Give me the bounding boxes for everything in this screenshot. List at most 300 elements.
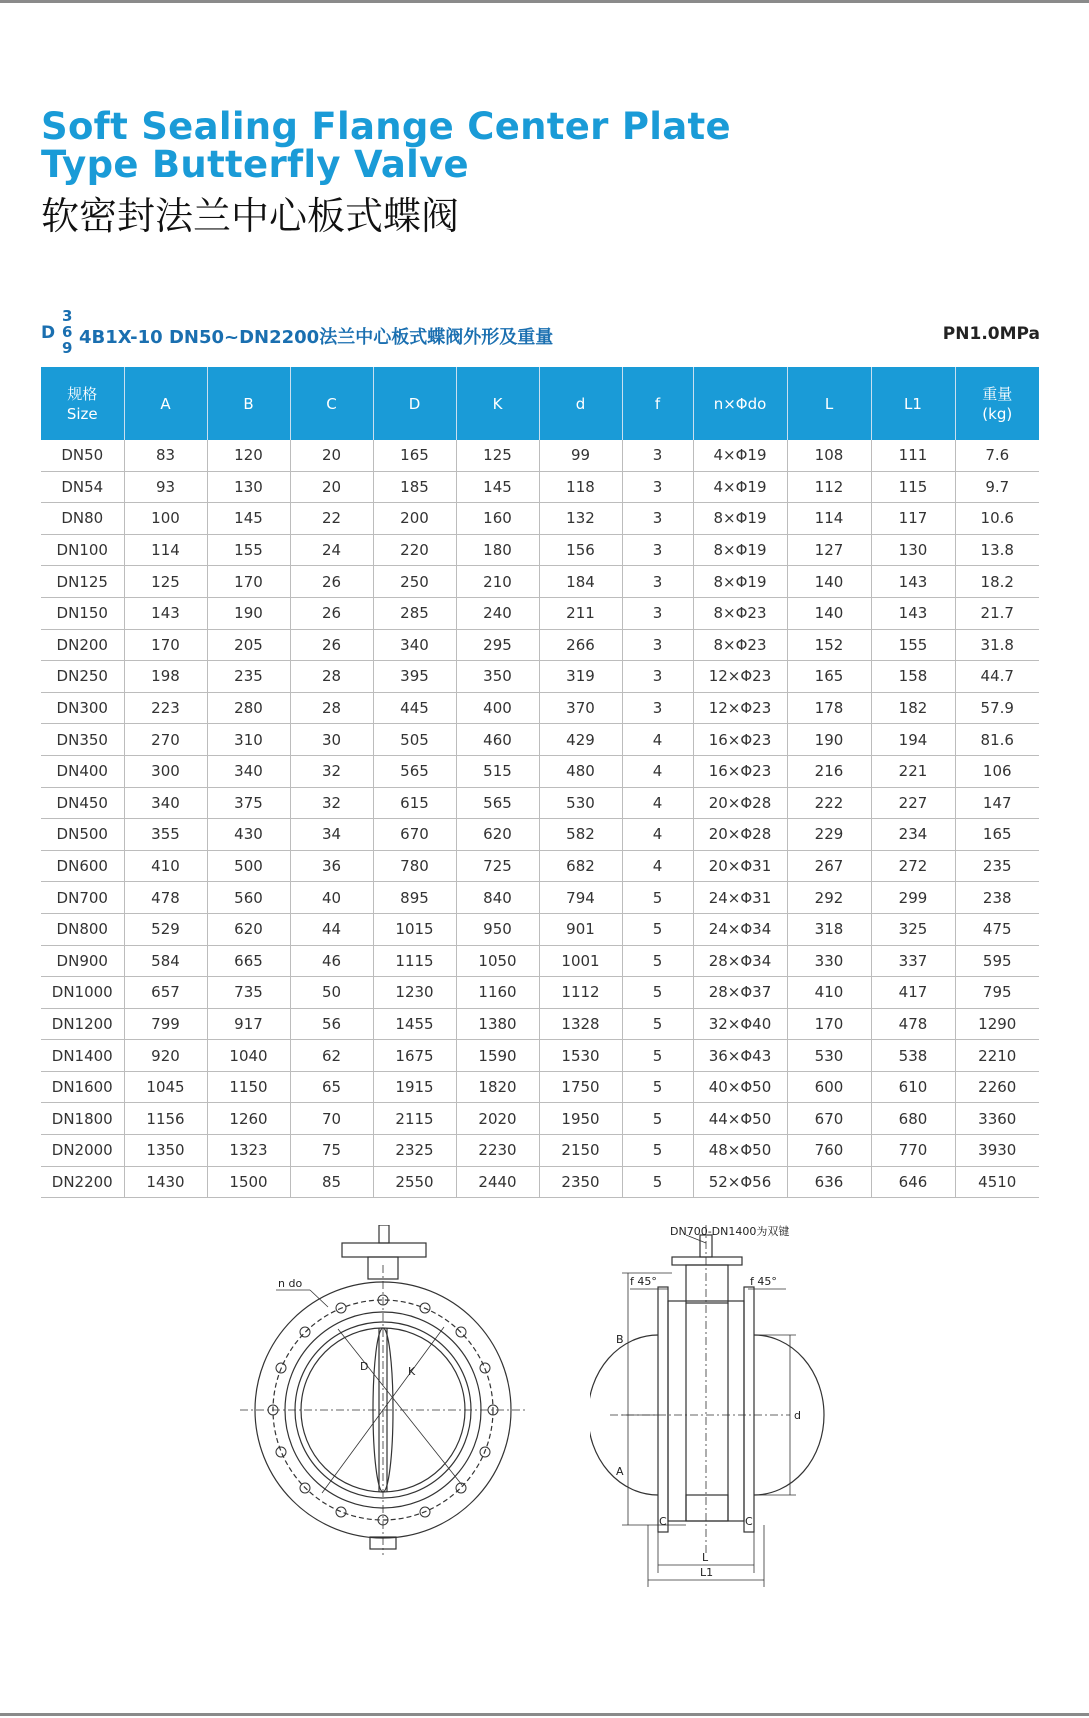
table-cell: 20 (290, 440, 373, 471)
label-f-right: f 45° (750, 1275, 777, 1288)
table-cell: 480 (539, 755, 622, 787)
table-cell: 65 (290, 1071, 373, 1103)
table-cell: DN1200 (41, 1008, 124, 1040)
table-cell: 330 (787, 945, 871, 977)
column-header (622, 367, 693, 440)
table-cell: 165 (787, 661, 871, 693)
table-cell: 40×Φ50 (693, 1071, 787, 1103)
left-flange (658, 1287, 668, 1532)
table-cell: 8×Φ19 (693, 534, 787, 566)
note-double-key: DN700-DN1400为双键 (670, 1225, 790, 1238)
table-cell: 560 (207, 882, 290, 914)
table-cell: 36 (290, 850, 373, 882)
table-cell: 310 (207, 724, 290, 756)
model-prefix: D (41, 323, 56, 343)
table-cell: 395 (373, 661, 456, 693)
table-cell: 478 (124, 882, 207, 914)
table-cell: 355 (124, 819, 207, 851)
table-cell: 114 (124, 534, 207, 566)
table-cell: 272 (871, 850, 955, 882)
label-L: L (702, 1551, 709, 1564)
table-cell: 240 (456, 597, 539, 629)
table-cell: 582 (539, 819, 622, 851)
table-cell: 1750 (539, 1071, 622, 1103)
column-header-label: B (243, 394, 254, 413)
column-header (124, 367, 207, 440)
column-header (871, 367, 955, 440)
column-header-label: L (824, 394, 834, 413)
table-cell: 147 (955, 787, 1039, 819)
table-cell: 1590 (456, 1040, 539, 1072)
table-cell: 4×Φ19 (693, 440, 787, 471)
table-cell: 190 (207, 597, 290, 629)
label-L1: L1 (700, 1566, 714, 1579)
table-cell: 1380 (456, 1008, 539, 1040)
table-cell: 46 (290, 945, 373, 977)
table-cell: 3 (622, 503, 693, 535)
table-cell: 178 (787, 692, 871, 724)
table-cell: 106 (955, 755, 1039, 787)
table-cell: 3360 (955, 1103, 1039, 1135)
table-cell: 20×Φ28 (693, 787, 787, 819)
model-variant: 6 (62, 323, 73, 341)
table-cell: 400 (456, 692, 539, 724)
label-ndo: n do (278, 1277, 303, 1290)
column-header-label: C (326, 394, 337, 413)
table-cell: 460 (456, 724, 539, 756)
label-B: B (616, 1333, 624, 1346)
table-row (41, 913, 1039, 945)
table-cell: 1328 (539, 1008, 622, 1040)
table-row (41, 629, 1039, 661)
table-cell: 229 (787, 819, 871, 851)
table-cell: 221 (871, 755, 955, 787)
table-cell: 5 (622, 1071, 693, 1103)
table-cell: 182 (871, 692, 955, 724)
table-body (41, 440, 1039, 1198)
table-cell: DN1400 (41, 1040, 124, 1072)
table-cell: 1675 (373, 1040, 456, 1072)
table-cell: 24 (290, 534, 373, 566)
table-row (41, 724, 1039, 756)
table-cell: 795 (955, 977, 1039, 1009)
table-cell: 1150 (207, 1071, 290, 1103)
table-cell: 7.6 (955, 440, 1039, 471)
table-cell: 565 (373, 755, 456, 787)
column-header (41, 367, 124, 440)
table-cell: 24×Φ31 (693, 882, 787, 914)
table-cell: 34 (290, 819, 373, 851)
table-cell: 1112 (539, 977, 622, 1009)
table-cell: 170 (787, 1008, 871, 1040)
table-cell: 210 (456, 566, 539, 598)
table-cell: 2550 (373, 1166, 456, 1198)
model-description: 4B1X-10 DN50~DN2200法兰中心板式蝶阀外形及重量 (79, 327, 554, 348)
table-cell: 620 (456, 819, 539, 851)
table-cell: 1290 (955, 1008, 1039, 1040)
table-row (41, 471, 1039, 503)
table-cell: 2350 (539, 1166, 622, 1198)
table-cell: 280 (207, 692, 290, 724)
table-cell: 1045 (124, 1071, 207, 1103)
table-cell: 300 (124, 755, 207, 787)
table-cell: 725 (456, 850, 539, 882)
table-row (41, 787, 1039, 819)
table-cell: 200 (373, 503, 456, 535)
table-cell: 1260 (207, 1103, 290, 1135)
table-cell: 52×Φ56 (693, 1166, 787, 1198)
table-cell: 9.7 (955, 471, 1039, 503)
table-cell: 238 (955, 882, 1039, 914)
model-variant: 3 (62, 307, 73, 325)
table-cell: 1530 (539, 1040, 622, 1072)
table-cell: 780 (373, 850, 456, 882)
table-cell: DN2200 (41, 1166, 124, 1198)
table-cell: 190 (787, 724, 871, 756)
table-cell: 18.2 (955, 566, 1039, 598)
table-cell: DN2000 (41, 1135, 124, 1167)
table-cell: 4 (622, 819, 693, 851)
column-header-label: f (654, 394, 661, 413)
title-english (41, 105, 841, 186)
table-cell: 170 (207, 566, 290, 598)
table-cell: 120 (207, 440, 290, 471)
table-header-row (41, 367, 1039, 440)
table-cell: 12×Φ23 (693, 692, 787, 724)
table-cell: 478 (871, 1008, 955, 1040)
table-cell: 234 (871, 819, 955, 851)
table-cell: 222 (787, 787, 871, 819)
table-cell: 682 (539, 850, 622, 882)
table-cell: 1230 (373, 977, 456, 1009)
table-cell: 760 (787, 1135, 871, 1167)
table-cell: DN200 (41, 629, 124, 661)
label-C-right: C (745, 1515, 753, 1528)
table-cell: 115 (871, 471, 955, 503)
pressure-rating: PN1.0MPa (942, 324, 1040, 344)
table-cell: 4 (622, 787, 693, 819)
table-row (41, 661, 1039, 693)
column-header-label: 重量 (982, 384, 1013, 403)
table-cell: 93 (124, 471, 207, 503)
table-cell: 2260 (955, 1071, 1039, 1103)
table-cell: 530 (539, 787, 622, 819)
table-cell: 2150 (539, 1135, 622, 1167)
table-cell: 198 (124, 661, 207, 693)
table-row (41, 566, 1039, 598)
table-cell: 156 (539, 534, 622, 566)
table-cell: 3 (622, 629, 693, 661)
top-plate (672, 1257, 742, 1265)
table-cell: 794 (539, 882, 622, 914)
column-header-sublabel: (kg) (982, 404, 1013, 423)
table-row (41, 945, 1039, 977)
table-cell: DN600 (41, 850, 124, 882)
table-cell: 636 (787, 1166, 871, 1198)
table-cell: 680 (871, 1103, 955, 1135)
table-cell: 266 (539, 629, 622, 661)
table-cell: 28×Φ34 (693, 945, 787, 977)
table-cell: 145 (207, 503, 290, 535)
table-cell: 5 (622, 882, 693, 914)
table-cell: 340 (124, 787, 207, 819)
column-header-sublabel: Size (66, 404, 98, 423)
table-cell: 32 (290, 787, 373, 819)
table-row (41, 534, 1039, 566)
table-cell: 130 (207, 471, 290, 503)
table-cell: 515 (456, 755, 539, 787)
table-cell: 194 (871, 724, 955, 756)
column-header-label: 规格 (67, 384, 98, 403)
table-cell: DN150 (41, 597, 124, 629)
table-cell: 2210 (955, 1040, 1039, 1072)
table-row (41, 977, 1039, 1009)
column-header-label: D (408, 394, 421, 413)
table-cell: 5 (622, 945, 693, 977)
label-D: D (360, 1360, 369, 1373)
table-cell: 3 (622, 692, 693, 724)
title-english-line1: Soft Sealing Flange Center Plate (41, 105, 731, 148)
table-cell: 32 (290, 755, 373, 787)
table-cell: 13.8 (955, 534, 1039, 566)
front-view-drawing (230, 1225, 550, 1615)
table-cell: 100 (124, 503, 207, 535)
table-cell: 770 (871, 1135, 955, 1167)
table-cell: 1323 (207, 1135, 290, 1167)
table-cell: 1820 (456, 1071, 539, 1103)
bottom-rule (0, 1713, 1089, 1716)
table-cell: 21.7 (955, 597, 1039, 629)
table-cell: 143 (871, 597, 955, 629)
table-cell: 44 (290, 913, 373, 945)
table-cell: 26 (290, 629, 373, 661)
table-cell: 180 (456, 534, 539, 566)
table-cell: 5 (622, 913, 693, 945)
bottom-boss (686, 1495, 728, 1521)
table-cell: 205 (207, 629, 290, 661)
table-cell: 3 (622, 534, 693, 566)
table-cell: 1950 (539, 1103, 622, 1135)
table-cell: DN1600 (41, 1071, 124, 1103)
table-cell: 32×Φ40 (693, 1008, 787, 1040)
table-cell: 16×Φ23 (693, 755, 787, 787)
table-cell: 216 (787, 755, 871, 787)
table-cell: 235 (207, 661, 290, 693)
label-f-left: f 45° (630, 1275, 657, 1288)
table-cell: 430 (207, 819, 290, 851)
table-cell: 429 (539, 724, 622, 756)
table-cell: DN800 (41, 913, 124, 945)
table-cell: 62 (290, 1040, 373, 1072)
column-header (373, 367, 456, 440)
table-cell: 22 (290, 503, 373, 535)
column-header (207, 367, 290, 440)
table-cell: 417 (871, 977, 955, 1009)
table-cell: 665 (207, 945, 290, 977)
table-cell: 5 (622, 977, 693, 1009)
column-header (955, 367, 1039, 440)
table-cell: 112 (787, 471, 871, 503)
table-cell: 127 (787, 534, 871, 566)
table-cell: 5 (622, 1135, 693, 1167)
table-cell: DN700 (41, 882, 124, 914)
table-cell: 445 (373, 692, 456, 724)
table-cell: 160 (456, 503, 539, 535)
column-header-label: L1 (904, 394, 922, 413)
stem-top (379, 1225, 389, 1243)
table-row (41, 1166, 1039, 1198)
table-cell: 48×Φ50 (693, 1135, 787, 1167)
table-cell: 670 (373, 819, 456, 851)
table-cell: DN80 (41, 503, 124, 535)
table-cell: 111 (871, 440, 955, 471)
table-cell: 24×Φ34 (693, 913, 787, 945)
table-cell: 319 (539, 661, 622, 693)
table-cell: 950 (456, 913, 539, 945)
table-row (41, 882, 1039, 914)
table-cell: 223 (124, 692, 207, 724)
table-cell: 735 (207, 977, 290, 1009)
table-cell: 50 (290, 977, 373, 1009)
table-cell: 125 (124, 566, 207, 598)
table-cell: 140 (787, 566, 871, 598)
label-d: d (794, 1409, 801, 1422)
table-cell: 130 (871, 534, 955, 566)
table-cell: DN54 (41, 471, 124, 503)
dimension-K (338, 1329, 462, 1485)
table-cell: 20 (290, 471, 373, 503)
table-cell: 10.6 (955, 503, 1039, 535)
table-cell: 646 (871, 1166, 955, 1198)
table-cell: 292 (787, 882, 871, 914)
label-K: K (408, 1365, 416, 1378)
table-cell: 1430 (124, 1166, 207, 1198)
table-cell: 299 (871, 882, 955, 914)
table-cell: 270 (124, 724, 207, 756)
table-cell: 1015 (373, 913, 456, 945)
table-cell: 670 (787, 1103, 871, 1135)
table-cell: 152 (787, 629, 871, 661)
table-cell: 1160 (456, 977, 539, 1009)
table-cell: 125 (456, 440, 539, 471)
table-cell: 350 (456, 661, 539, 693)
neck (686, 1265, 728, 1303)
table-cell: 108 (787, 440, 871, 471)
table-cell: 1350 (124, 1135, 207, 1167)
table-cell: 5 (622, 1008, 693, 1040)
table-cell: 538 (871, 1040, 955, 1072)
top-flange-plate (342, 1243, 426, 1257)
table-cell: 340 (207, 755, 290, 787)
table-cell: 901 (539, 913, 622, 945)
table-cell: 895 (373, 882, 456, 914)
table-cell: 8×Φ23 (693, 597, 787, 629)
table-cell: 8×Φ19 (693, 566, 787, 598)
table-cell: 117 (871, 503, 955, 535)
table-row (41, 1103, 1039, 1135)
table-cell: DN250 (41, 661, 124, 693)
table-cell: 3 (622, 661, 693, 693)
table-cell: 505 (373, 724, 456, 756)
table-cell: 185 (373, 471, 456, 503)
table-cell: 595 (955, 945, 1039, 977)
table-row (41, 819, 1039, 851)
table-cell: 920 (124, 1040, 207, 1072)
table-cell: 4 (622, 755, 693, 787)
table-cell: 5 (622, 1103, 693, 1135)
table-cell: 620 (207, 913, 290, 945)
table-cell: 610 (871, 1071, 955, 1103)
table-cell: DN450 (41, 787, 124, 819)
table-cell: 500 (207, 850, 290, 882)
column-header (693, 367, 787, 440)
table-row (41, 597, 1039, 629)
table-cell: 155 (207, 534, 290, 566)
table-cell: 99 (539, 440, 622, 471)
table-cell: DN100 (41, 534, 124, 566)
table-cell: 31.8 (955, 629, 1039, 661)
table-cell: DN500 (41, 819, 124, 851)
table-cell: 81.6 (955, 724, 1039, 756)
table-cell: DN900 (41, 945, 124, 977)
table-cell: 799 (124, 1008, 207, 1040)
column-header (787, 367, 871, 440)
table-cell: DN300 (41, 692, 124, 724)
table-cell: 30 (290, 724, 373, 756)
table-cell: 70 (290, 1103, 373, 1135)
table-cell: 5 (622, 1040, 693, 1072)
table-cell: 20×Φ28 (693, 819, 787, 851)
table-cell: 8×Φ19 (693, 503, 787, 535)
table-cell: 3 (622, 566, 693, 598)
table-cell: 1050 (456, 945, 539, 977)
table-row (41, 755, 1039, 787)
table-row (41, 1071, 1039, 1103)
table-cell: 1500 (207, 1166, 290, 1198)
table-cell: 140 (787, 597, 871, 629)
table-cell: 2230 (456, 1135, 539, 1167)
table-cell: 1115 (373, 945, 456, 977)
table-cell: 44×Φ50 (693, 1103, 787, 1135)
title-english-line2: Type Butterfly Valve (41, 143, 469, 186)
table-cell: 2115 (373, 1103, 456, 1135)
table-cell: 1156 (124, 1103, 207, 1135)
table-cell: 4×Φ19 (693, 471, 787, 503)
column-header (539, 367, 622, 440)
table-cell: 565 (456, 787, 539, 819)
table-cell: 917 (207, 1008, 290, 1040)
table-cell: 158 (871, 661, 955, 693)
table-cell: 56 (290, 1008, 373, 1040)
model-designation (41, 308, 741, 358)
table-cell: 165 (373, 440, 456, 471)
table-cell: 2325 (373, 1135, 456, 1167)
table-cell: 155 (871, 629, 955, 661)
table-cell: 370 (539, 692, 622, 724)
top-rule (0, 0, 1089, 3)
table-cell: 1040 (207, 1040, 290, 1072)
table-cell: DN125 (41, 566, 124, 598)
table-cell: 1915 (373, 1071, 456, 1103)
table-cell: 410 (787, 977, 871, 1009)
column-header (456, 367, 539, 440)
table-cell: 615 (373, 787, 456, 819)
table-cell: 4 (622, 724, 693, 756)
table-cell: 475 (955, 913, 1039, 945)
column-header-label: n×Φdo (713, 394, 767, 413)
table-cell: 75 (290, 1135, 373, 1167)
table-cell: 530 (787, 1040, 871, 1072)
